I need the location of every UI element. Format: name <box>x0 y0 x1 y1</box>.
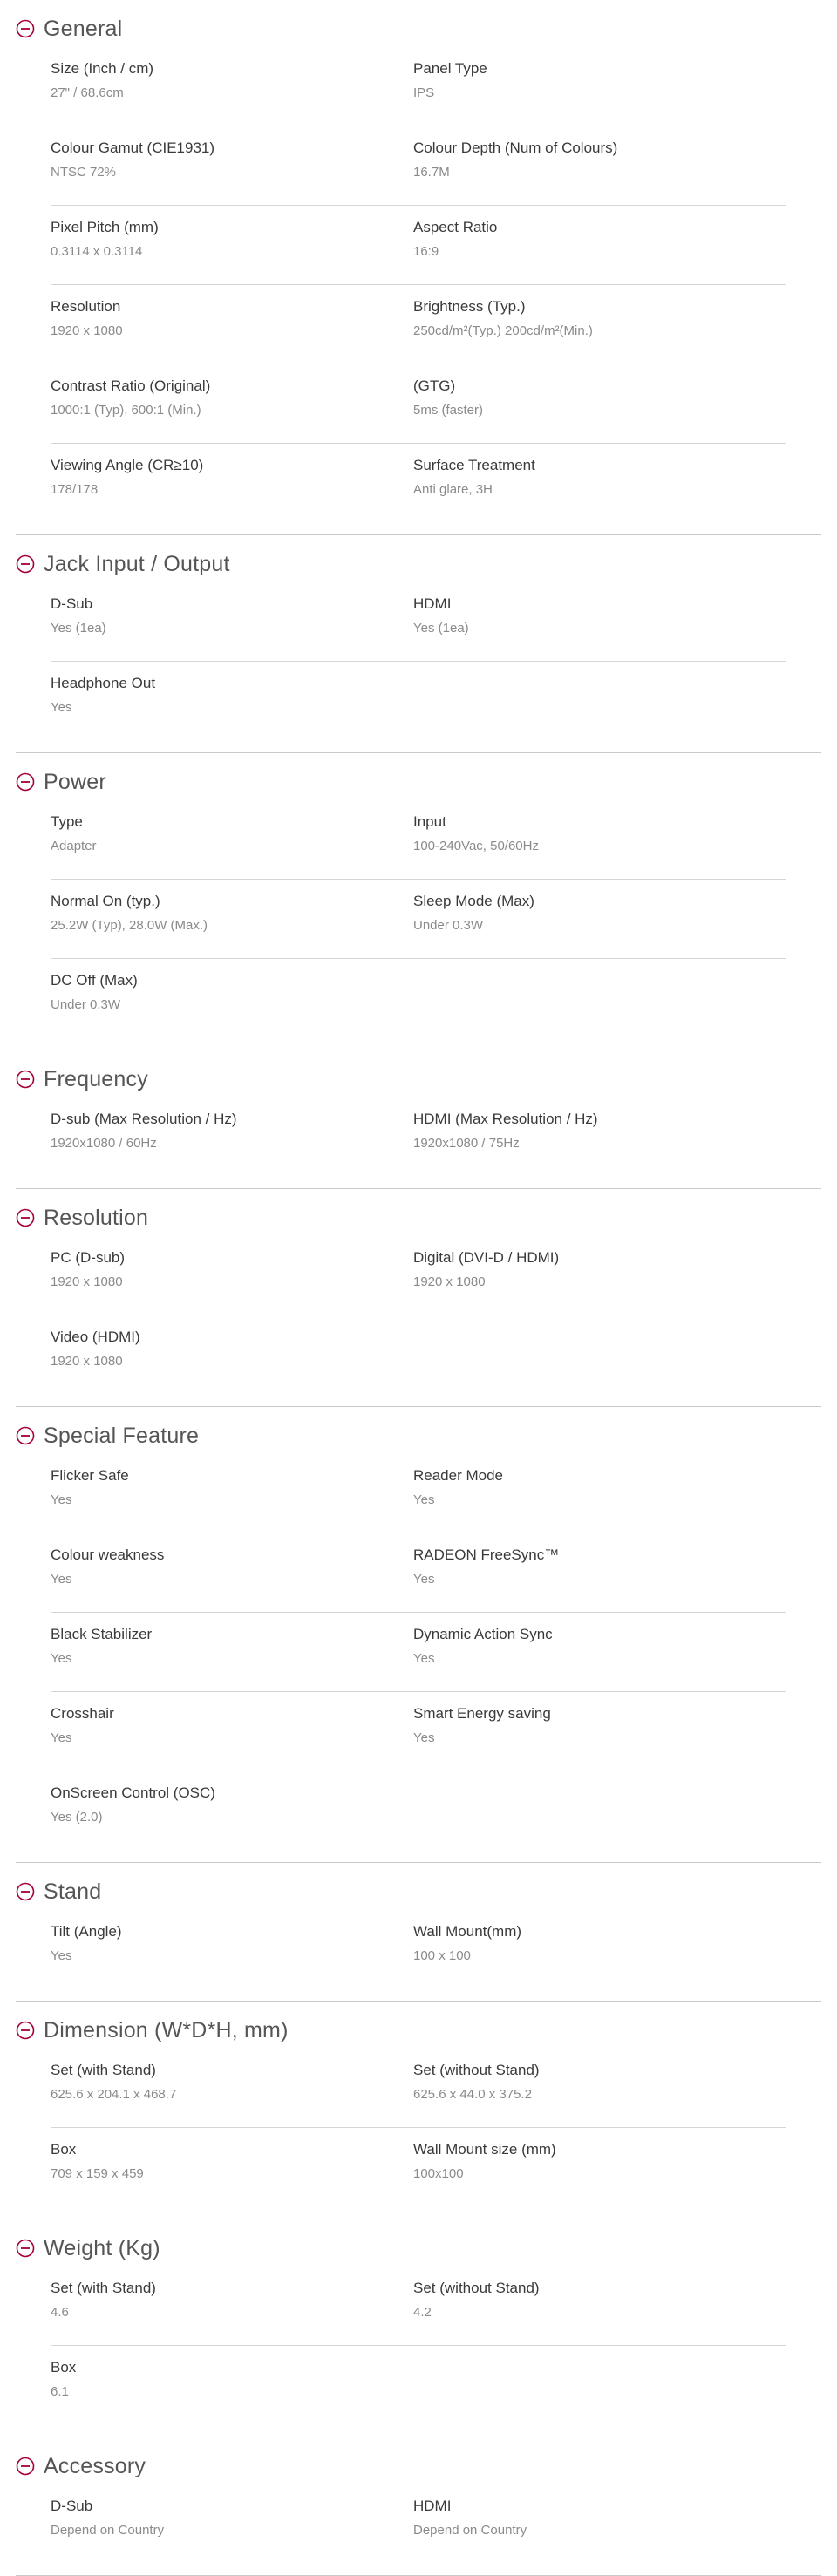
spec-section <box>16 2219 821 2437</box>
spec-value: 1920 x 1080 <box>51 1274 123 1289</box>
spec-section <box>16 1407 821 1863</box>
spec-item <box>413 1692 776 1747</box>
spec-value: Yes <box>51 700 72 715</box>
spec-label: (GTG) <box>413 377 456 394</box>
spec-item <box>51 1236 413 1291</box>
spec-item <box>413 1533 776 1588</box>
spec-row <box>51 285 786 364</box>
spec-value: 1920x1080 / 75Hz <box>413 1136 520 1151</box>
section-title: Special Feature <box>44 1423 200 1448</box>
spec-label: Sleep Mode (Max) <box>413 893 534 909</box>
spec-value: 100x100 <box>413 2166 464 2181</box>
spec-item <box>51 880 413 935</box>
spec-value: 100 x 100 <box>413 1948 471 1963</box>
spec-label: RADEON FreeSync™ <box>413 1546 560 1563</box>
spec-value: 1920 x 1080 <box>51 1354 123 1369</box>
spec-label: Colour weakness <box>51 1546 165 1563</box>
spec-value: Yes (1ea) <box>51 621 106 636</box>
spec-row <box>51 582 786 662</box>
section-title: Accessory <box>44 2453 146 2478</box>
spec-value: Depend on Country <box>413 2523 527 2538</box>
spec-value: 16.7M <box>413 165 450 180</box>
spec-label: Smart Energy saving <box>413 1705 551 1722</box>
spec-label: Digital (DVI-D / HDMI) <box>413 1249 560 1266</box>
spec-item <box>413 206 776 261</box>
spec-item <box>51 1454 413 1509</box>
minus-circle-icon[interactable] <box>16 1882 35 1901</box>
spec-value: Yes <box>413 1572 435 1587</box>
spec-label: Reader Mode <box>413 1467 504 1484</box>
spec-row <box>51 206 786 285</box>
spec-item <box>413 285 776 340</box>
spec-label: Contrast Ratio (Original) <box>51 377 211 394</box>
spec-label: Surface Treatment <box>413 457 535 473</box>
spec-label: D-Sub <box>51 2498 93 2514</box>
spec-item <box>51 444 413 499</box>
spec-value: Yes <box>51 1572 72 1587</box>
spec-value: 709 x 159 x 459 <box>51 2166 144 2181</box>
spec-value: 100-240Vac, 50/60Hz <box>413 839 539 853</box>
spec-label: D-sub (Max Resolution / Hz) <box>51 1111 237 1127</box>
spec-value: 0.3114 x 0.3114 <box>51 244 143 259</box>
spec-item <box>51 959 413 1014</box>
spec-value: NTSC 72% <box>51 165 117 180</box>
spec-value: 4.2 <box>413 2305 432 2320</box>
spec-row <box>51 1910 786 1988</box>
spec-row <box>51 2484 786 2563</box>
spec-value: Yes <box>413 1730 435 1745</box>
spec-item <box>51 364 413 419</box>
spec-item <box>51 285 413 340</box>
spec-row <box>51 880 786 959</box>
spec-value: 16:9 <box>413 244 439 259</box>
spec-row <box>51 1454 786 1533</box>
spec-value: Yes <box>51 1730 72 1745</box>
spec-label: Set (with Stand) <box>51 2062 156 2078</box>
spec-item <box>51 206 413 261</box>
spec-row <box>51 2049 786 2128</box>
spec-label: Size (Inch / cm) <box>51 60 154 77</box>
spec-section <box>16 2002 821 2219</box>
spec-label: Panel Type <box>413 60 487 77</box>
spec-item <box>51 1613 413 1668</box>
spec-label: Headphone Out <box>51 675 156 691</box>
spec-label: Flicker Safe <box>51 1467 129 1484</box>
spec-item <box>413 2267 776 2321</box>
spec-label: Brightness (Typ.) <box>413 298 526 315</box>
minus-circle-icon[interactable] <box>16 19 35 38</box>
spec-item <box>413 1236 776 1291</box>
spec-label: Aspect Ratio <box>413 219 498 235</box>
minus-circle-icon[interactable] <box>16 1426 35 1445</box>
spec-item <box>51 1692 413 1747</box>
spec-value: 1920 x 1080 <box>51 323 123 338</box>
spec-value: Adapter <box>51 839 97 853</box>
spec-row <box>51 1533 786 1613</box>
spec-value: 4.6 <box>51 2305 69 2320</box>
section-title: Dimension (W*D*H, mm) <box>44 2017 289 2042</box>
section-title: Resolution <box>44 1205 149 1230</box>
section-title: General <box>44 16 123 41</box>
spec-row <box>51 1771 786 1850</box>
spec-row <box>51 800 786 880</box>
spec-label: Video (HDMI) <box>51 1329 140 1345</box>
spec-value: Yes <box>51 1492 72 1507</box>
spec-row <box>51 662 786 740</box>
spec-item <box>413 1098 776 1152</box>
spec-value: Yes <box>51 1651 72 1666</box>
spec-label: Pixel Pitch (mm) <box>51 219 159 235</box>
spec-row <box>51 126 786 206</box>
spec-section <box>16 1050 821 1189</box>
spec-section <box>16 0 821 535</box>
spec-item <box>51 2484 413 2539</box>
section-title: Weight (Kg) <box>44 2235 160 2260</box>
spec-value: 1920 x 1080 <box>413 1274 486 1289</box>
spec-item <box>413 47 776 102</box>
spec-item <box>413 2128 776 2183</box>
spec-item <box>413 2484 776 2539</box>
spec-label: Resolution <box>51 298 121 315</box>
spec-value: 25.2W (Typ), 28.0W (Max.) <box>51 918 208 933</box>
spec-value: 27" / 68.6cm <box>51 85 124 100</box>
spec-item <box>51 1533 413 1588</box>
spec-label: PC (D-sub) <box>51 1249 126 1266</box>
spec-item <box>413 800 776 855</box>
spec-row <box>51 1236 786 1315</box>
spec-item <box>51 662 413 717</box>
section-header[interactable] <box>16 535 821 582</box>
spec-item <box>413 444 776 499</box>
section-title: Stand <box>44 1879 102 1904</box>
spec-item <box>51 2049 413 2104</box>
spec-item <box>413 126 776 181</box>
spec-item <box>413 364 776 419</box>
section-header[interactable] <box>16 1189 821 1236</box>
spec-row <box>51 1692 786 1771</box>
spec-label: Set (with Stand) <box>51 2280 156 2296</box>
spec-item <box>51 126 413 181</box>
spec-item <box>51 582 413 637</box>
spec-label: HDMI <box>413 595 452 612</box>
spec-label: Colour Gamut (CIE1931) <box>51 139 215 156</box>
spec-value: Yes <box>51 1948 72 1963</box>
spec-label: Set (without Stand) <box>413 2280 540 2296</box>
spec-row <box>51 364 786 444</box>
spec-label: Wall Mount(mm) <box>413 1923 522 1940</box>
minus-circle-icon[interactable] <box>16 1070 35 1089</box>
spec-row <box>51 444 786 522</box>
spec-label: Tilt (Angle) <box>51 1923 122 1940</box>
spec-section <box>16 753 821 1050</box>
spec-value: Anti glare, 3H <box>413 482 493 497</box>
spec-row <box>51 1613 786 1692</box>
section-header[interactable] <box>16 753 821 800</box>
spec-label: D-Sub <box>51 595 93 612</box>
section-header[interactable] <box>16 1407 821 1454</box>
spec-value: Yes (2.0) <box>51 1810 103 1825</box>
spec-label: Colour Depth (Num of Colours) <box>413 139 618 156</box>
spec-value: Depend on Country <box>51 2523 165 2538</box>
spec-row <box>51 2267 786 2346</box>
spec-label: Set (without Stand) <box>413 2062 540 2078</box>
spec-label: Box <box>51 2359 77 2375</box>
spec-label: Box <box>51 2141 77 2158</box>
spec-section <box>16 535 821 753</box>
spec-value: IPS <box>413 85 435 100</box>
spec-row <box>51 2128 786 2206</box>
minus-circle-icon[interactable] <box>16 2239 35 2258</box>
spec-label: OnScreen Control (OSC) <box>51 1784 215 1801</box>
spec-row <box>51 1098 786 1176</box>
section-header[interactable] <box>16 2002 821 2049</box>
spec-row <box>51 2346 786 2424</box>
spec-label: Crosshair <box>51 1705 114 1722</box>
spec-item <box>51 800 413 855</box>
spec-row <box>51 1315 786 1394</box>
section-header[interactable] <box>16 1050 821 1098</box>
section-title: Power <box>44 769 106 794</box>
spec-label: HDMI (Max Resolution / Hz) <box>413 1111 598 1127</box>
spec-item <box>51 1771 413 1826</box>
minus-circle-icon[interactable] <box>16 554 35 574</box>
spec-item <box>413 1613 776 1668</box>
spec-section <box>16 1189 821 1407</box>
spec-value: 6.1 <box>51 2384 69 2399</box>
spec-value: 178/178 <box>51 482 99 497</box>
spec-item <box>413 1454 776 1509</box>
spec-item <box>413 582 776 637</box>
spec-value: Under 0.3W <box>51 997 121 1012</box>
spec-label: Black Stabilizer <box>51 1626 153 1642</box>
spec-value: 625.6 x 204.1 x 468.7 <box>51 2087 177 2102</box>
spec-section <box>16 2437 821 2576</box>
spec-label: Normal On (typ.) <box>51 893 160 909</box>
spec-label: Dynamic Action Sync <box>413 1626 553 1642</box>
minus-circle-icon[interactable] <box>16 1208 35 1227</box>
section-header[interactable] <box>16 1863 821 1910</box>
spec-value: Yes (1ea) <box>413 621 469 636</box>
minus-circle-icon[interactable] <box>16 2457 35 2476</box>
spec-label: Type <box>51 813 83 830</box>
section-title: Frequency <box>44 1066 148 1091</box>
section-header[interactable] <box>16 0 821 47</box>
spec-value: Yes <box>413 1492 435 1507</box>
spec-item <box>51 47 413 102</box>
spec-item <box>51 2128 413 2183</box>
spec-item <box>413 880 776 935</box>
spec-value: Yes <box>413 1651 435 1666</box>
spec-label: Viewing Angle (CR≥10) <box>51 457 204 473</box>
spec-label: Input <box>413 813 446 830</box>
section-header[interactable] <box>16 2219 821 2267</box>
minus-circle-icon[interactable] <box>16 2021 35 2040</box>
spec-value: 250cd/m²(Typ.) 200cd/m²(Min.) <box>413 323 593 338</box>
spec-item <box>51 2346 413 2401</box>
section-title: Jack Input / Output <box>44 551 230 576</box>
minus-circle-icon[interactable] <box>16 772 35 792</box>
spec-item <box>413 2049 776 2104</box>
spec-label: HDMI <box>413 2498 452 2514</box>
spec-value: 1000:1 (Typ), 600:1 (Min.) <box>51 403 201 418</box>
spec-value: 1920x1080 / 60Hz <box>51 1136 157 1151</box>
spec-label: Wall Mount size (mm) <box>413 2141 556 2158</box>
spec-row <box>51 959 786 1037</box>
spec-section <box>16 1863 821 2002</box>
spec-item <box>51 1315 413 1370</box>
spec-value: Under 0.3W <box>413 918 484 933</box>
spec-value: 5ms (faster) <box>413 403 484 418</box>
spec-label: DC Off (Max) <box>51 972 138 989</box>
spec-row <box>51 47 786 126</box>
spec-value: 625.6 x 44.0 x 375.2 <box>413 2087 532 2102</box>
spec-item <box>413 1910 776 1965</box>
section-header[interactable] <box>16 2437 821 2484</box>
spec-item <box>51 1910 413 1965</box>
spec-item <box>51 1098 413 1152</box>
spec-item <box>51 2267 413 2321</box>
